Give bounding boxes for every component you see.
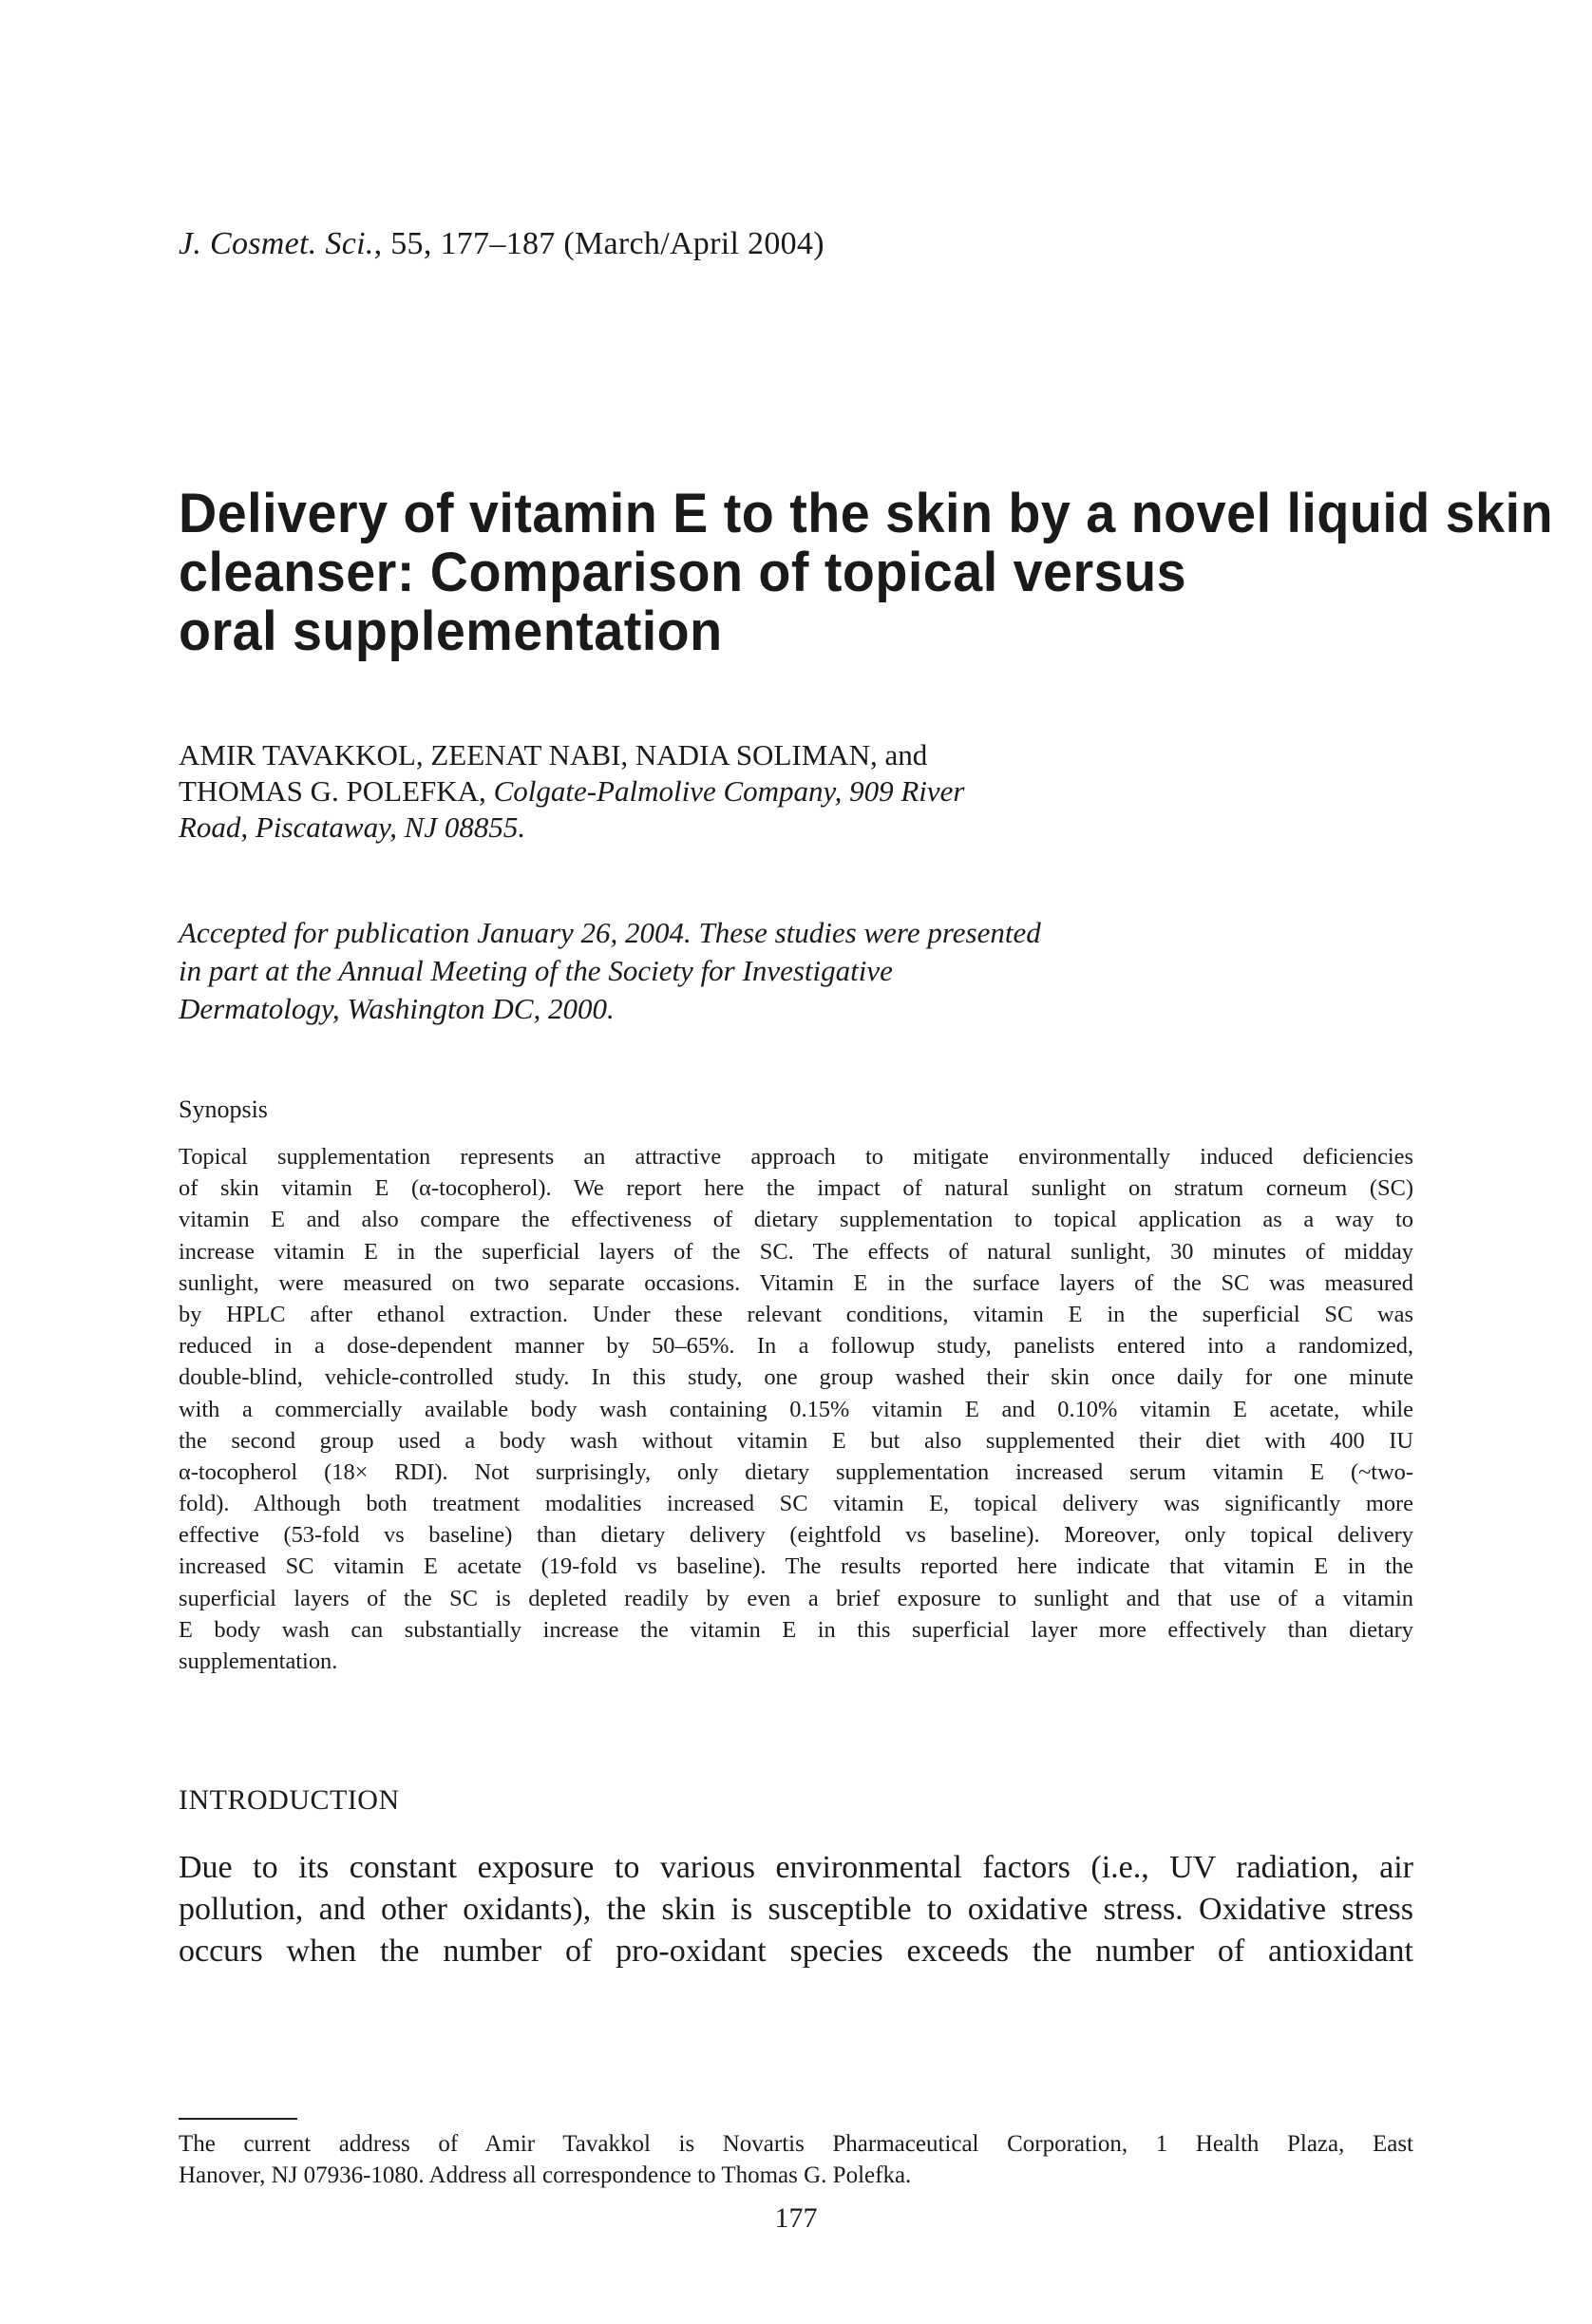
- acceptance-line: Accepted for publication January 26, 2004. These studies were presented: [179, 916, 1041, 949]
- journal-citation: [179, 226, 824, 262]
- acceptance-line: in part at the Annual Meeting of the Society for Investigative: [179, 954, 893, 987]
- synopsis-line: supplementation.: [179, 1648, 338, 1674]
- footnote: [179, 2128, 1413, 2191]
- synopsis-line: effective (53-fold vs baseline) than dietary delivery (eightfold vs baseline). Moreover, only topical delivery: [179, 1522, 1413, 1549]
- synopsis-line: increase vitamin E in the superficial layers of the SC. The effects of natural sunlight, 30 minutes of midday: [179, 1238, 1413, 1265]
- author-names-line: AMIR TAVAKKOL, ZEENAT NABI, NADIA SOLIMAN, and: [179, 738, 928, 771]
- synopsis-line: sunlight, were measured on two separate occasions. Vitamin E in the surface layers of the SC was measured: [179, 1269, 1413, 1296]
- affiliation: Colgate-Palmolive Company, 909 River: [493, 774, 965, 808]
- introduction-line: occurs when the number of pro-oxidant species exceeds the number of antioxidant: [179, 1933, 1413, 1969]
- synopsis-line: E body wash can substantially increase the vitamin E in this superficial layer more effectively than dietary: [179, 1616, 1413, 1643]
- synopsis-line: superficial layers of the SC is depleted readily by even a brief exposure to sunlight and that use of a vitamin: [179, 1585, 1413, 1611]
- footnote-line: The current address of Amir Tavakkol is Novartis Pharmaceutical Corporation, 1 Health Plaza, East: [179, 2131, 1413, 2157]
- introduction-line: pollution, and other oxidants), the skin is susceptible to oxidative stress. Oxidative stress: [179, 1892, 1413, 1927]
- affiliation-address: Road, Piscataway, NJ 08855.: [179, 810, 526, 844]
- page-number: 177: [774, 2202, 818, 2234]
- journal-volume-pages-date: , 55, 177–187 (March/April 2004): [373, 226, 824, 261]
- synopsis-line: double-blind, vehicle-controlled study. In this study, one group washed their skin once daily for one minute: [179, 1364, 1413, 1391]
- introduction-paragraph: [179, 1847, 1413, 1972]
- acceptance-note: [179, 914, 1223, 1028]
- article-title: [179, 483, 1554, 662]
- synopsis-line: with a commercially available body wash containing 0.15% vitamin E and 0.10% vitamin E acetate, while: [179, 1396, 1413, 1422]
- author-name: THOMAS G. POLEFKA,: [179, 774, 494, 808]
- synopsis-line: the second group used a body wash without vitamin E but also supplemented their diet with 400 IU: [179, 1427, 1413, 1454]
- synopsis-line: by HPLC after ethanol extraction. Under these relevant conditions, vitamin E in the superficial SC was: [179, 1301, 1413, 1327]
- synopsis-paragraph: [179, 1141, 1413, 1677]
- footnote-line: Hanover, NJ 07936-1080. Address all correspondence to Thomas G. Polefka.: [179, 2162, 912, 2188]
- synopsis-line: of skin vitamin E (α-tocopherol). We report here the impact of natural sunlight on stratum corneum (SC): [179, 1175, 1413, 1202]
- author-affiliation-line: [179, 773, 1223, 810]
- journal-abbrev: J. Cosmet. Sci.: [179, 226, 374, 261]
- synopsis-line: reduced in a dose-dependent manner by 50–65%. In a followup study, panelists entered into a randomized,: [179, 1333, 1413, 1360]
- footnote-divider: [179, 2118, 297, 2120]
- synopsis-line: increased SC vitamin E acetate (19-fold vs baseline). The results reported here indicate that vitamin E in the: [179, 1553, 1413, 1580]
- synopsis-line: vitamin E and also compare the effectiveness of dietary supplementation to topical application as a way to: [179, 1207, 1413, 1233]
- synopsis-line: fold). Although both treatment modalities increased SC vitamin E, topical delivery was significantly more: [179, 1491, 1413, 1517]
- title-line: cleanser: Comparison of topical versus: [179, 542, 1187, 603]
- synopsis-line: α-tocopherol (18× RDI). Not surprisingly, only dietary supplementation increased serum vitamin E (~two-: [179, 1458, 1413, 1485]
- synopsis-line: Topical supplementation represents an attractive approach to mitigate environmentally induced deficiencies: [179, 1144, 1413, 1170]
- title-line: Delivery of vitamin E to the skin by a novel liquid skin: [179, 483, 1554, 544]
- introduction-line: Due to its constant exposure to various environmental factors (i.e., UV radiation, air: [179, 1850, 1413, 1885]
- acceptance-line: Dermatology, Washington DC, 2000.: [179, 992, 615, 1025]
- synopsis-heading: Synopsis: [179, 1095, 268, 1123]
- introduction-heading: INTRODUCTION: [179, 1784, 400, 1816]
- title-line: oral supplementation: [179, 600, 723, 662]
- author-block: [179, 737, 1223, 846]
